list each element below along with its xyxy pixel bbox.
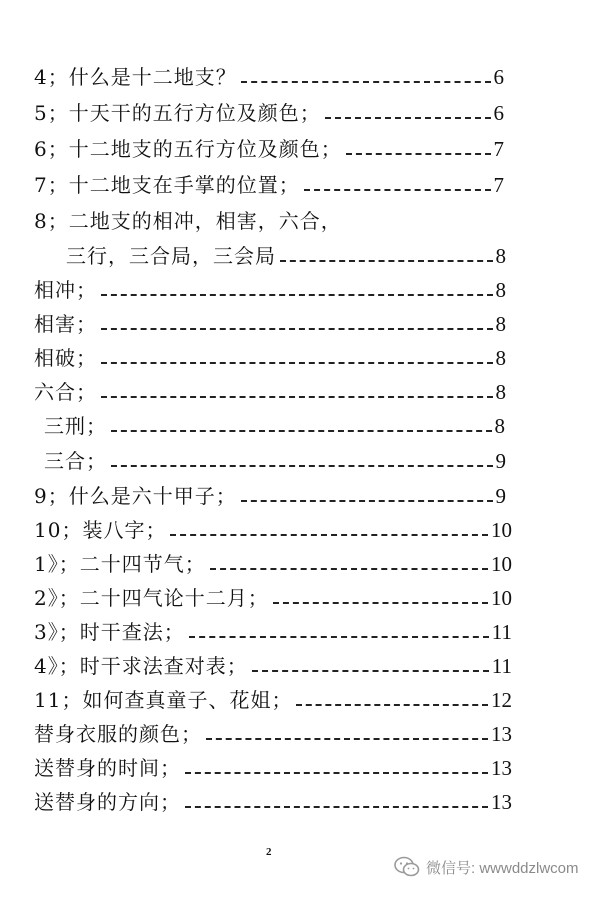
dotted-leader: [273, 602, 488, 604]
toc-entry: [44, 411, 505, 439]
toc-entry: [34, 787, 512, 815]
dotted-leader: [296, 704, 488, 706]
toc-entry: [34, 170, 504, 198]
toc-entry-label: 送替身的时间；: [34, 756, 181, 780]
toc-entry: [34, 481, 506, 509]
toc-entry: [34, 98, 504, 126]
wechat-icon: [394, 856, 420, 878]
toc-entry-page: 8: [495, 312, 506, 336]
toc-entry-heading: [34, 206, 504, 234]
watermark-text: 微信号: wwwddzlwcom: [426, 859, 579, 877]
toc-entry-page: 6: [493, 65, 504, 89]
toc-entry: [34, 719, 512, 747]
toc-entry-page: 11: [491, 654, 512, 678]
toc-entry: [34, 549, 512, 577]
dotted-leader: [346, 153, 491, 155]
toc-entry: [34, 753, 512, 781]
toc-entry: [34, 515, 512, 543]
toc-entry: [66, 241, 506, 269]
toc-entry-page: 7: [493, 173, 504, 197]
toc-entry-label: 2》；二十四气论十二月；: [34, 586, 269, 610]
dotted-leader: [206, 738, 488, 740]
toc-entry: [34, 651, 512, 679]
toc-entry-page: 7: [493, 137, 504, 161]
toc-entry-label: 六合；: [34, 380, 97, 404]
toc-entry-label: 替身衣服的颜色；: [34, 722, 202, 746]
toc-entry-page: 9: [495, 484, 506, 508]
toc-entry: [34, 377, 506, 405]
toc-entry-label: 送替身的方向；: [34, 790, 181, 814]
dotted-leader: [280, 260, 493, 262]
toc-entry-page: 13: [491, 722, 512, 746]
toc-entry-page: 13: [491, 790, 512, 814]
dotted-leader: [189, 636, 489, 638]
toc-entry-label: 5；十天干的五行方位及颜色；: [34, 101, 321, 125]
toc-entry-page: 8: [495, 346, 506, 370]
toc-entry-label: 3》；时干查法；: [34, 620, 185, 644]
toc-entry-page: 8: [494, 414, 505, 438]
toc-entry: [34, 617, 512, 645]
toc-entry-label: 相破；: [34, 346, 97, 370]
dotted-leader: [185, 806, 488, 808]
toc-entry-label: 三合；: [44, 449, 107, 473]
dotted-leader: [185, 772, 488, 774]
toc-entry-page: 8: [495, 380, 506, 404]
toc-entry-label: 三行，三合局，三会局: [66, 244, 276, 268]
toc-entry: [34, 343, 506, 371]
toc-entry-label: 6；十二地支的五行方位及颜色；: [34, 137, 342, 161]
toc-entry: [34, 62, 504, 90]
dotted-leader: [241, 81, 491, 83]
toc-entry-page: 10: [491, 586, 512, 610]
page-number: 2: [266, 846, 272, 858]
toc-entry-label: 11；如何查真童子、花姐；: [34, 688, 293, 712]
toc-entry-label: 9；什么是六十甲子；: [34, 484, 237, 508]
toc-entry-label: 相害；: [34, 312, 97, 336]
toc-entry-label: 7；十二地支在手掌的位置；: [34, 173, 300, 197]
toc-entry: [34, 685, 512, 713]
dotted-leader: [101, 396, 493, 398]
toc-entry-page: 9: [495, 449, 506, 473]
dotted-leader: [210, 568, 488, 570]
watermark: [394, 856, 579, 878]
toc-entry: [34, 275, 506, 303]
dotted-leader: [111, 465, 493, 467]
toc-entry-label: 8；二地支的相冲，相害，六合，: [34, 209, 342, 233]
toc-entry-page: 10: [491, 552, 512, 576]
toc-entry-label: 三刑；: [44, 414, 107, 438]
toc-entry-page: 11: [491, 620, 512, 644]
toc-entry-label: 4》；时干求法查对表；: [34, 654, 248, 678]
toc-entry-page: 12: [491, 688, 512, 712]
toc-entry-page: 13: [491, 756, 512, 780]
toc-entry: [34, 309, 506, 337]
toc-entry-label: 10；装八字；: [34, 518, 167, 542]
dotted-leader: [101, 362, 493, 364]
dotted-leader: [304, 189, 491, 191]
toc-entry: [34, 134, 504, 162]
toc-entry-page: 10: [491, 518, 512, 542]
toc-entry-page: 8: [495, 244, 506, 268]
dotted-leader: [325, 117, 491, 119]
dotted-leader: [252, 670, 489, 672]
toc-entry-label: 相冲；: [34, 278, 97, 302]
toc-entry-label: 1》；二十四节气；: [34, 552, 206, 576]
dotted-leader: [111, 430, 492, 432]
dotted-leader: [170, 534, 488, 536]
dotted-leader: [101, 294, 493, 296]
dotted-leader: [241, 500, 493, 502]
toc-entry-page: 8: [495, 278, 506, 302]
toc-entry: [34, 583, 512, 611]
toc-entry-page: 6: [493, 101, 504, 125]
toc-entry-label: 4；什么是十二地支？: [34, 65, 237, 89]
dotted-leader: [101, 328, 493, 330]
toc-entry: [44, 446, 506, 474]
